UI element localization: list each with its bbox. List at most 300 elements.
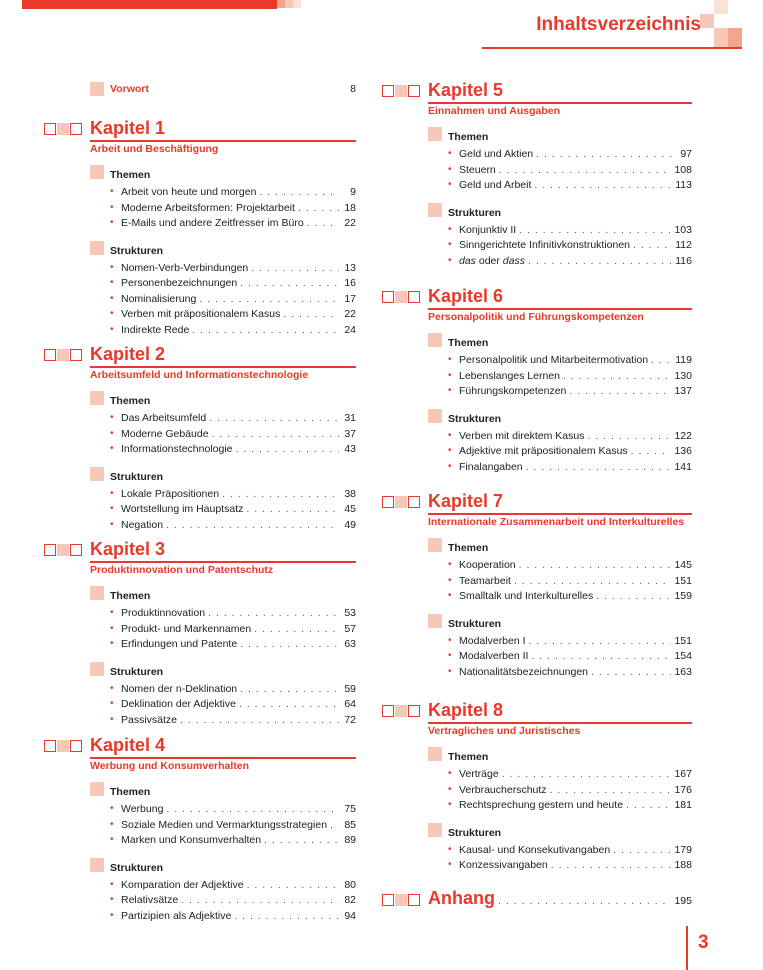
item-page: 17 — [344, 292, 356, 305]
bullet-icon: • — [110, 638, 114, 649]
item-page: 38 — [344, 487, 356, 500]
item-label: das oder dass — [459, 254, 525, 267]
item-page: 63 — [344, 638, 356, 650]
themen-label: Themen — [448, 751, 489, 763]
item-page: 94 — [344, 909, 356, 922]
leader-dots — [529, 634, 672, 648]
item-page: 72 — [344, 713, 356, 726]
leader-dots — [222, 487, 339, 501]
leader-dots — [259, 185, 339, 199]
bullet-icon: • — [110, 834, 114, 845]
item-label: Verträge — [459, 768, 499, 780]
item-label: Partizipien als Adjektive — [121, 909, 232, 922]
themen-label: Themen — [110, 590, 151, 602]
themen-item[interactable] — [448, 798, 692, 812]
item-page: 119 — [675, 354, 692, 366]
leader-dots — [587, 429, 671, 443]
strukturen-marker — [428, 823, 442, 837]
item-page: 89 — [344, 834, 356, 846]
strukturen-item[interactable] — [448, 238, 692, 252]
strukturen-item[interactable] — [448, 858, 692, 872]
themen-item[interactable] — [448, 384, 692, 398]
strukturen-label: Strukturen — [448, 826, 502, 839]
chapter-marker-icon — [44, 739, 88, 753]
item-label: Modalverben I — [459, 634, 526, 647]
item-label: Verbraucherschutz — [459, 783, 547, 796]
item-page: 13 — [344, 261, 356, 274]
item-label: Lokale Präpositionen — [121, 487, 220, 500]
themen-item[interactable] — [448, 574, 692, 588]
leader-dots — [631, 444, 672, 458]
leader-dots — [283, 307, 339, 321]
strukturen-marker — [428, 409, 442, 423]
item-page: 112 — [675, 239, 692, 251]
themen-item[interactable] — [448, 178, 692, 192]
item-label: Führungskompetenzen — [459, 385, 567, 397]
chapter-7 — [382, 491, 692, 691]
item-label: Nomen-Verb-Verbindungen — [121, 261, 249, 274]
item-label: Produkt- und Markennamen — [121, 622, 252, 635]
item-label: Steuern — [459, 163, 496, 176]
chapter-rule — [428, 722, 692, 724]
item-page: 75 — [344, 803, 356, 815]
chapter-subtitle: Einnahmen und Ausgaben — [428, 105, 561, 117]
themen-item[interactable] — [110, 201, 356, 215]
leader-dots — [199, 292, 339, 306]
item-label: Relativsätze — [121, 894, 179, 906]
bullet-icon: • — [448, 799, 452, 810]
item-label: Kausal- und Konsekutivangaben — [459, 843, 611, 856]
themen-label: Themen — [110, 395, 151, 407]
item-label: Rechtsprechung gestern und heute — [459, 799, 624, 811]
leader-dots — [526, 460, 672, 474]
bullet-icon: • — [110, 201, 114, 213]
strukturen-label: Strukturen — [110, 861, 164, 874]
item-page: 163 — [674, 665, 692, 678]
item-label: Modalverben II — [459, 650, 529, 662]
item-label: Informationstechnologie — [121, 443, 233, 455]
vorwort-marker — [90, 82, 104, 96]
bullet-icon: • — [110, 818, 114, 830]
strukturen-marker — [90, 241, 104, 255]
chapter-5 — [382, 80, 692, 280]
bullet-icon: • — [110, 261, 114, 273]
item-page: 80 — [344, 878, 356, 891]
item-label: Kooperation — [459, 559, 516, 571]
chapter-title[interactable]: Kapitel 7 — [428, 491, 504, 511]
themen-item[interactable] — [448, 147, 692, 161]
leader-dots — [330, 818, 339, 832]
themen-item[interactable] — [110, 622, 356, 636]
item-label: Geld und Arbeit — [459, 179, 532, 191]
item-page: 16 — [344, 277, 356, 289]
chapter-title[interactable]: Kapitel 6 — [428, 286, 504, 306]
themen-marker — [90, 165, 104, 179]
leader-dots — [551, 858, 672, 872]
anhang-label: Anhang — [428, 888, 495, 908]
chapter-3 — [44, 539, 356, 739]
themen-item[interactable] — [448, 369, 692, 383]
item-page: 31 — [344, 412, 356, 424]
leader-dots — [212, 427, 339, 441]
chapter-marker-icon — [382, 495, 426, 509]
item-label: Sinngerichtete Infinitivkonstruktionen — [459, 239, 631, 251]
bullet-icon: • — [448, 574, 452, 586]
strukturen-label: Strukturen — [448, 617, 502, 630]
item-page: 59 — [344, 682, 356, 695]
themen-marker — [90, 391, 104, 405]
strukturen-marker — [428, 203, 442, 217]
item-page: 57 — [344, 622, 356, 635]
chapter-subtitle: Internationale Zusammenarbeit und Interkulturelles — [428, 516, 685, 528]
themen-item[interactable] — [110, 818, 356, 832]
leader-dots — [247, 878, 339, 892]
bullet-icon: • — [110, 713, 114, 725]
bullet-icon: • — [110, 878, 114, 890]
strukturen-item[interactable] — [110, 487, 356, 501]
bullet-icon: • — [448, 590, 452, 601]
themen-item[interactable] — [448, 558, 692, 572]
strukturen-item[interactable] — [448, 649, 692, 663]
bullet-icon: • — [448, 179, 452, 190]
item-label: Nationalitätsbezeichnungen — [459, 665, 589, 678]
bullet-icon: • — [110, 427, 114, 439]
themen-item[interactable] — [110, 442, 356, 456]
leader-dots — [626, 798, 671, 812]
themen-marker — [428, 747, 442, 761]
item-label: Komparation der Adjektive — [121, 878, 244, 891]
strukturen-marker — [428, 614, 442, 628]
themen-item[interactable] — [448, 589, 692, 603]
bullet-icon: • — [448, 223, 452, 235]
item-page: 18 — [344, 201, 356, 214]
chapter-title[interactable]: Kapitel 3 — [90, 539, 166, 559]
chapter-rule — [90, 561, 356, 563]
strukturen-item[interactable] — [110, 292, 356, 306]
chapter-subtitle: Arbeitsumfeld und Informationstechnologie — [90, 369, 309, 381]
themen-label: Themen — [110, 786, 151, 798]
strukturen-item[interactable] — [110, 502, 356, 516]
themen-item[interactable] — [448, 163, 692, 177]
strukturen-item[interactable] — [448, 444, 692, 458]
leader-dots — [246, 502, 339, 516]
themen-label: Themen — [448, 337, 489, 349]
bullet-icon: • — [110, 503, 114, 514]
bullet-icon: • — [448, 354, 452, 365]
item-label: Nominalisierung — [121, 292, 197, 305]
chapter-title[interactable]: Kapitel 4 — [90, 735, 166, 755]
item-page: 22 — [344, 308, 356, 320]
item-page: 82 — [344, 894, 356, 906]
bullet-icon: • — [448, 239, 452, 250]
item-page: 45 — [344, 503, 356, 515]
item-page: 159 — [674, 590, 692, 602]
leader-dots — [502, 767, 672, 781]
item-label: Smalltalk und Interkulturelles — [459, 590, 594, 602]
item-page: 64 — [344, 698, 356, 710]
item-label: Moderne Gebäude — [121, 427, 209, 440]
item-label: Verben mit direktem Kasus — [459, 429, 585, 442]
strukturen-item[interactable] — [448, 429, 692, 443]
strukturen-item[interactable] — [110, 261, 356, 275]
strukturen-marker — [90, 662, 104, 676]
themen-label: Themen — [110, 169, 151, 181]
leader-dots — [192, 323, 339, 337]
themen-marker — [90, 782, 104, 796]
chapter-subtitle: Personalpolitik und Führungskompetenzen — [428, 311, 644, 323]
chapter-2 — [44, 344, 356, 544]
leader-dots — [499, 163, 672, 177]
page-title: Inhaltsverzeichnis — [536, 14, 701, 35]
chapter-rule — [90, 140, 356, 142]
item-label: Wortstellung im Hauptsatz — [121, 503, 244, 515]
item-page: 188 — [674, 859, 692, 871]
item-page: 22 — [344, 217, 356, 229]
leader-dots — [254, 622, 339, 636]
strukturen-item[interactable] — [448, 254, 692, 268]
bullet-icon: • — [448, 254, 452, 266]
strukturen-marker — [90, 467, 104, 481]
strukturen-item[interactable] — [110, 713, 356, 727]
item-label: Negation — [121, 518, 164, 531]
leader-dots — [166, 802, 339, 816]
strukturen-item[interactable] — [448, 665, 692, 679]
chapter-rule — [90, 366, 356, 368]
bullet-icon: • — [110, 607, 114, 618]
leader-dots — [166, 518, 339, 532]
bullet-icon: • — [448, 460, 452, 472]
themen-item[interactable] — [110, 606, 356, 620]
item-label: Geld und Aktien — [459, 148, 534, 160]
bullet-icon: • — [448, 559, 452, 570]
item-page: 145 — [674, 559, 692, 571]
item-page: 97 — [680, 148, 692, 160]
strukturen-label: Strukturen — [448, 206, 502, 219]
item-page: 122 — [674, 429, 692, 442]
strukturen-label: Strukturen — [110, 665, 164, 678]
bullet-icon: • — [110, 803, 114, 814]
strukturen-item[interactable] — [448, 223, 692, 237]
item-label: Konzessivangaben — [459, 859, 548, 871]
bullet-icon: • — [110, 443, 114, 454]
themen-item[interactable] — [448, 783, 692, 797]
strukturen-label: Strukturen — [110, 470, 164, 483]
themen-item[interactable] — [110, 833, 356, 847]
anhang-section — [382, 888, 692, 912]
item-label: Produktinnovation — [121, 607, 206, 619]
leader-dots — [251, 261, 339, 275]
item-label: Lebenslanges Lernen — [459, 369, 561, 382]
leader-dots — [514, 574, 672, 588]
chapter-marker-icon — [382, 84, 426, 98]
bullet-icon: • — [448, 843, 452, 855]
leader-dots — [531, 649, 671, 663]
themen-marker — [428, 538, 442, 552]
themen-item[interactable] — [110, 427, 356, 441]
item-page: 116 — [675, 254, 692, 267]
chapter-subtitle: Werbung und Konsumverhalten — [90, 760, 250, 772]
leader-dots — [534, 178, 672, 192]
leader-dots — [298, 201, 339, 215]
item-label: Das Arbeitsumfeld — [121, 412, 207, 424]
item-label: Arbeit von heute und morgen — [121, 186, 257, 198]
bullet-icon: • — [110, 909, 114, 921]
item-page: 53 — [344, 607, 356, 619]
chapter-marker-icon — [44, 122, 88, 136]
chapter-title[interactable]: Kapitel 1 — [90, 118, 166, 138]
toc-vorwort[interactable] — [110, 82, 356, 96]
title-rule — [482, 47, 742, 49]
leader-dots — [569, 384, 671, 398]
leader-dots — [240, 276, 339, 290]
vorwort-page: 8 — [350, 83, 356, 95]
item-page: 9 — [350, 186, 356, 198]
item-page: 108 — [674, 163, 692, 176]
bullet-icon: • — [110, 698, 114, 709]
item-label: Passivsätze — [121, 713, 178, 726]
bullet-icon: • — [110, 308, 114, 319]
chapter-title[interactable]: Kapitel 2 — [90, 344, 166, 364]
item-page: 151 — [674, 574, 692, 587]
themen-label: Themen — [448, 131, 489, 143]
bullet-icon: • — [448, 768, 452, 779]
strukturen-item[interactable] — [448, 843, 692, 857]
item-page: 37 — [344, 427, 356, 440]
item-label: Verben mit präpositionalem Kasus — [121, 308, 281, 320]
bullet-icon: • — [448, 385, 452, 396]
bullet-icon: • — [110, 186, 114, 197]
chapter-marker-icon — [44, 543, 88, 557]
vorwort-label: Vorwort — [110, 83, 149, 95]
anhang-page: 195 — [674, 895, 692, 907]
item-page: 103 — [674, 223, 692, 236]
item-page: 151 — [674, 634, 692, 647]
leader-dots — [596, 589, 671, 603]
bullet-icon: • — [110, 894, 114, 905]
strukturen-item[interactable] — [448, 634, 692, 648]
item-page: 49 — [344, 518, 356, 531]
page-number-rule — [686, 926, 688, 970]
leader-dots — [240, 682, 339, 696]
bullet-icon: • — [110, 277, 114, 288]
themen-item[interactable] — [110, 802, 356, 816]
page-number: 3 — [698, 932, 709, 953]
bullet-icon: • — [110, 292, 114, 304]
themen-item[interactable] — [448, 353, 692, 367]
leader-dots — [209, 411, 339, 425]
item-label: Personenbezeichnungen — [121, 277, 238, 289]
toc-anhang[interactable] — [428, 888, 692, 909]
chapter-rule — [428, 102, 692, 104]
themen-item[interactable] — [110, 411, 356, 425]
item-label: Werbung — [121, 803, 164, 815]
strukturen-item[interactable] — [110, 909, 356, 923]
bullet-icon: • — [448, 650, 452, 661]
bullet-icon: • — [110, 487, 114, 499]
chapter-subtitle: Produktinnovation und Patentschutz — [90, 564, 274, 576]
item-page: 85 — [344, 818, 356, 831]
item-page: 176 — [674, 783, 692, 796]
strukturen-item[interactable] — [448, 460, 692, 474]
strukturen-item[interactable] — [110, 893, 356, 907]
leader-dots — [498, 895, 671, 907]
leader-dots — [519, 223, 671, 237]
item-page: 167 — [674, 768, 692, 780]
leader-dots — [519, 558, 672, 572]
item-label: Deklination der Adjektive — [121, 698, 236, 710]
chapter-subtitle: Arbeit und Beschäftigung — [90, 143, 219, 155]
strukturen-item[interactable] — [110, 307, 356, 321]
chapter-rule — [90, 757, 356, 759]
bullet-icon: • — [448, 163, 452, 175]
themen-marker — [428, 127, 442, 141]
leader-dots — [264, 833, 339, 847]
themen-item[interactable] — [110, 216, 356, 230]
bullet-icon: • — [110, 217, 114, 228]
leader-dots — [613, 843, 671, 857]
leader-dots — [633, 238, 672, 252]
bullet-icon: • — [110, 682, 114, 694]
item-label: Personalpolitik und Mitarbeitermotivation — [459, 354, 649, 366]
item-label: Moderne Arbeitsformen: Projektarbeit — [121, 201, 295, 214]
strukturen-label: Strukturen — [448, 412, 502, 425]
item-page: 141 — [674, 460, 692, 473]
leader-dots — [208, 606, 339, 620]
leader-dots — [591, 665, 671, 679]
bullet-icon: • — [448, 445, 452, 456]
chapter-rule — [428, 513, 692, 515]
strukturen-item[interactable] — [110, 276, 356, 290]
themen-item[interactable] — [448, 767, 692, 781]
strukturen-item[interactable] — [110, 878, 356, 892]
top-accent-bar — [22, 0, 277, 9]
item-page: 181 — [674, 799, 692, 811]
chapter-title[interactable]: Kapitel 5 — [428, 80, 504, 100]
themen-item[interactable] — [110, 637, 356, 651]
item-page: 24 — [344, 323, 356, 336]
item-label: Teamarbeit — [459, 574, 511, 587]
chapter-1 — [44, 118, 356, 336]
leader-dots — [236, 442, 340, 456]
chapter-marker-icon — [382, 893, 426, 907]
item-label: Nomen der n-Deklination — [121, 682, 238, 695]
leader-dots — [563, 369, 671, 383]
chapter-marker-icon — [382, 704, 426, 718]
themen-marker — [90, 586, 104, 600]
strukturen-item[interactable] — [110, 518, 356, 532]
chapter-6 — [382, 286, 692, 486]
item-label: Konjunktiv II — [459, 223, 517, 236]
item-page: 154 — [674, 650, 692, 662]
themen-item[interactable] — [110, 185, 356, 199]
leader-dots — [239, 697, 339, 711]
chapter-title[interactable]: Kapitel 8 — [428, 700, 504, 720]
strukturen-item[interactable] — [110, 323, 356, 337]
item-page: 130 — [674, 369, 692, 382]
leader-dots — [181, 893, 339, 907]
chapter-4 — [44, 735, 356, 935]
bullet-icon: • — [448, 429, 452, 441]
themen-label: Themen — [448, 542, 489, 554]
bullet-icon: • — [448, 369, 452, 381]
strukturen-item[interactable] — [110, 682, 356, 696]
item-label: E-Mails und andere Zeitfresser im Büro — [121, 217, 304, 229]
item-page: 179 — [674, 843, 692, 856]
bullet-icon: • — [448, 634, 452, 646]
strukturen-item[interactable] — [110, 697, 356, 711]
bullet-icon: • — [448, 859, 452, 870]
bullet-icon: • — [448, 783, 452, 795]
